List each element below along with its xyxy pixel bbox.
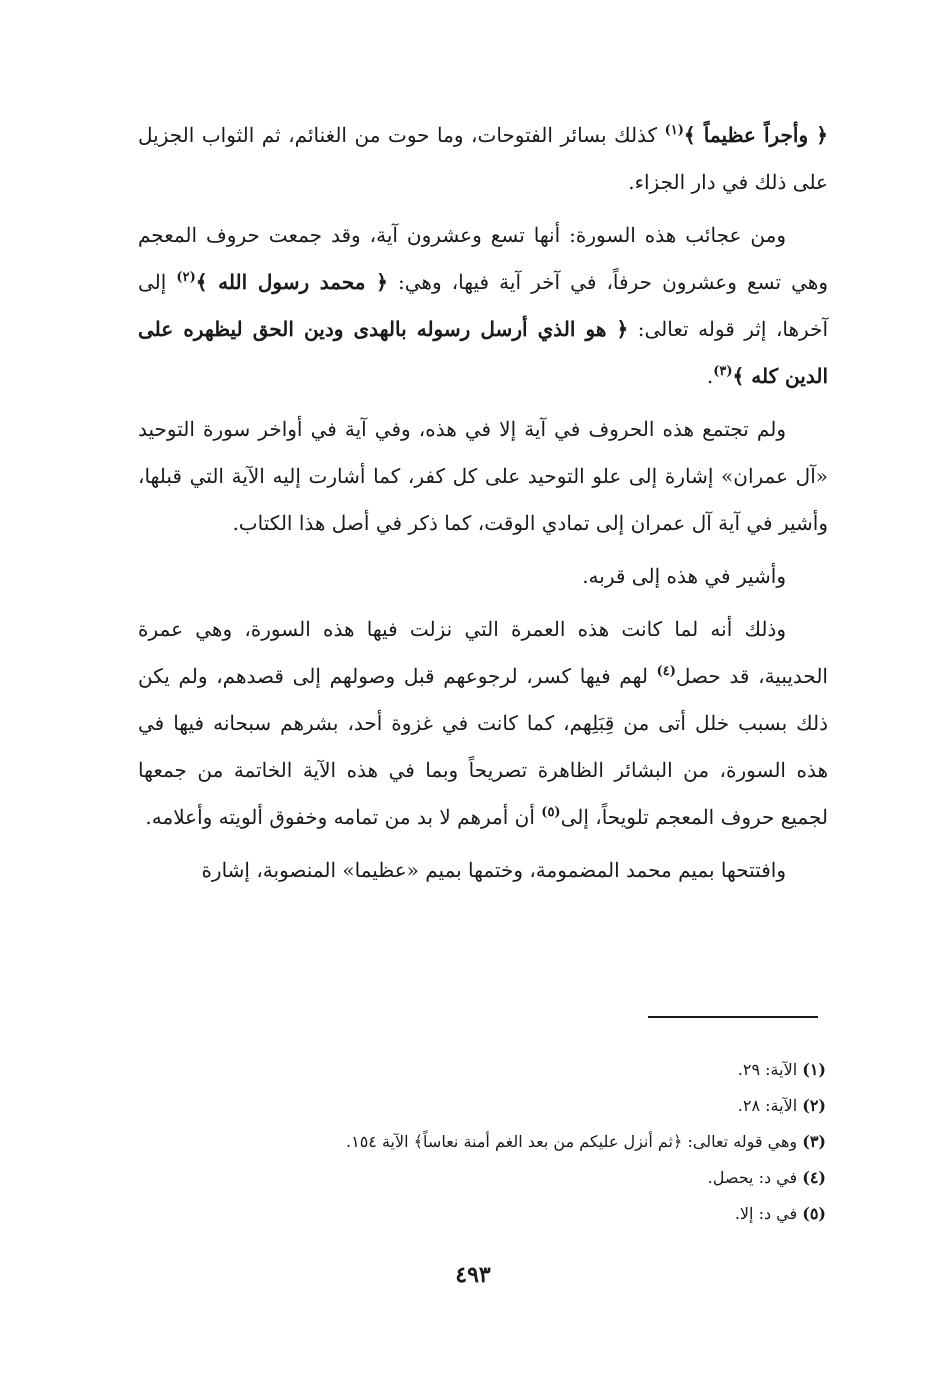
footnote-number: (١) (802, 1060, 826, 1079)
paragraph-text: كذلك بسائر الفتوحات، وما حوت من الغنائم، ثم الثواب الجزيل على ذلك في دار الجزاء. (138, 123, 828, 194)
footnote-text: الآية: ٢٩. (737, 1060, 803, 1079)
footnote-3 (136, 1124, 826, 1160)
paragraph-text: أن أمرهم لا بد من تمامه وخفوق ألويته وأعلامه. (145, 805, 542, 829)
footnote-divider (648, 1016, 818, 1018)
quran-quote: ﴿ هو الذي أرسل رسوله بالهدى ودين الحق ليظهره على الدين كله ﴾ (138, 317, 828, 388)
paragraph-1 (138, 112, 828, 206)
paragraph-text: ولم تجتمع هذه الحروف في آية إلا في هذه، وفي آية في أواخر سورة التوحيد «آل عمران» إشارة إلى علو التوحيد على كل كفر، كما أشارت إليه الآية التي قبلها، وأشير في آية آل عمران إلى تمادي الوقت، كما ذكر في أصل هذا الكتاب. (138, 417, 828, 535)
paragraph-text: إلى آخرها، إثر قوله تعالى: (138, 270, 828, 341)
footnote-text: الآية: ٢٨. (737, 1096, 803, 1115)
footnote-ref-5[interactable]: (٥) (541, 805, 561, 820)
quran-quote: ﴿ وأجراً عظيماً ﴾ (683, 123, 828, 147)
footnote-text: في د: يحصل. (707, 1168, 803, 1187)
paragraph-6 (138, 847, 828, 894)
paragraph-4 (138, 553, 828, 600)
footnote-number: (٢) (802, 1096, 826, 1115)
footnote-ref-4[interactable]: (٤) (656, 664, 676, 679)
footnote-ref-1[interactable]: (١) (664, 123, 684, 138)
footnote-4 (136, 1160, 826, 1196)
footnote-number: (٤) (802, 1168, 826, 1187)
paragraph-2 (138, 212, 828, 400)
footnote-number: (٣) (802, 1132, 826, 1151)
footnote-number: (٥) (802, 1204, 826, 1223)
paragraph-text: . (706, 364, 714, 388)
paragraph-text: وافتتحها بميم محمد المضمومة، وختمها بميم «عظيما» المنصوبة، إشارة (201, 858, 786, 882)
main-text (138, 112, 828, 900)
paragraph-5 (138, 606, 828, 841)
paragraph-text: وذلك أنه لما كانت هذه العمرة التي نزلت فيها هذه السورة، وهي عمرة الحديبية، قد حصل (138, 617, 828, 688)
footnote-ref-3[interactable]: (٣) (713, 364, 733, 379)
footnote-text: وهي قوله تعالى: ﴿ثم أنزل عليكم من بعد الغم أمنة نعاساً﴾ الآية ١٥٤. (346, 1132, 803, 1151)
quran-quote: ﴿ محمد رسول الله ﴾ (195, 270, 388, 294)
footnotes (136, 1052, 826, 1232)
paragraph-text: وأشير في هذه إلى قربه. (582, 564, 786, 588)
footnote-1 (136, 1052, 826, 1088)
footnote-2 (136, 1088, 826, 1124)
paragraph-text: لهم فيها كسر، لرجوعهم قبل وصولهم إلى قصدهم، ولم يكن ذلك بسبب خلل أتى من قِبَلِهم، كما كانت في غزوة أحد، بشرهم سبحانه فيها في هذه السورة، من البشائر الظاهرة تصريحاً وبما في هذه الآية الخاتمة من جمعها لجميع حروف المعجم تلويحاً، إلى (138, 664, 828, 829)
footnote-5 (136, 1196, 826, 1232)
footnote-text: في د: إلا. (734, 1204, 803, 1223)
page-number: ٤٩٣ (455, 1262, 491, 1288)
paragraph-3 (138, 406, 828, 547)
paragraph-text: ومن عجائب هذه السورة: أنها تسع وعشرون آية، وقد جمعت حروف المعجم وهي تسع وعشرون حرفاً، في آخر آية فيها، وهي: (138, 223, 828, 294)
footnote-ref-2[interactable]: (٢) (176, 270, 196, 285)
